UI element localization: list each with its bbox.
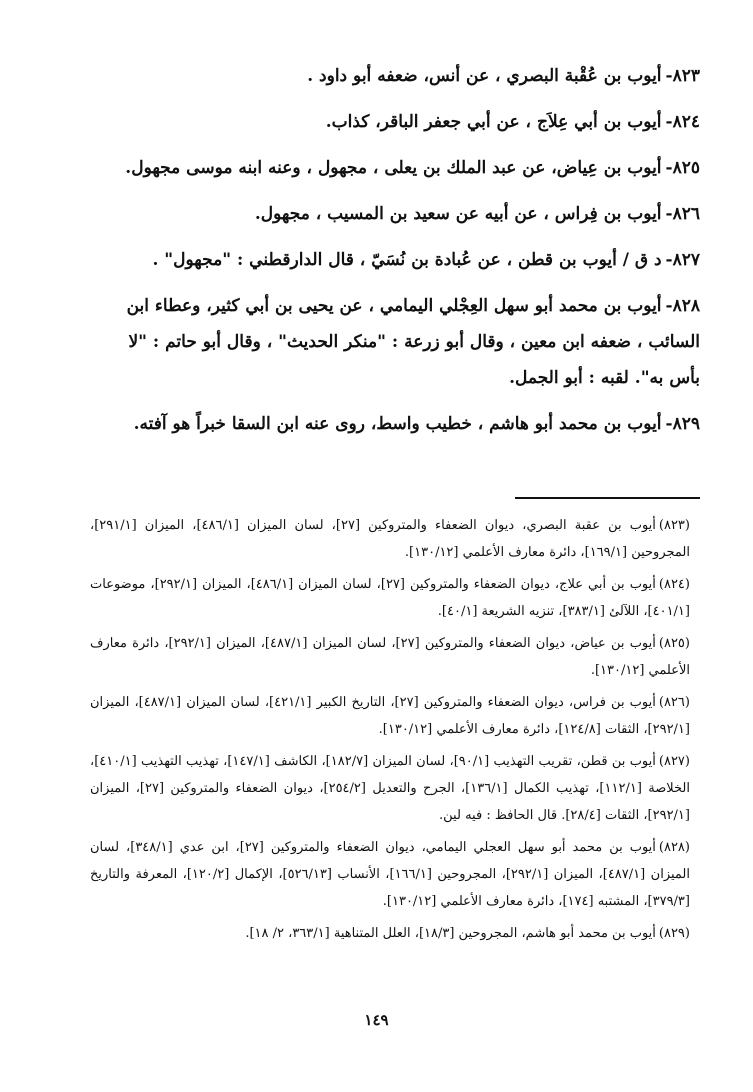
- footnote-text: أيوب بن عقبة البصري، ديوان الضعفاء والمتروكين [٢٧]، لسان الميزان [٤٨٦/١]، الميزان [٢٩١/١]، المجروحين [١٦٩/١]، دائرة معارف الأعلمي [١٣٠/١٢].: [90, 518, 690, 560]
- entry-827: [96, 242, 700, 278]
- footnote-text: أيوب بن محمد أبو سهل العجلي اليمامي، ديوان الضعفاء والمتروكين [٢٧]، ابن عدي [٣٤٨/١]، لسان الميزان [٤٨٧/١]، الميزان [٢٩٢/١]، المجروحين [١٦٦/١]، الأنساب [٥٢٦/١٣]، الإكمال [١٢٠/٢]، المعرفة والتاريخ [٣٧٩/٣]، المشتبه [١٧٤]، دائرة معارف الأعلمي [١٣٠/١٢].: [90, 840, 691, 909]
- footnote-829: [90, 920, 690, 947]
- footnote-text: أيوب بن محمد أبو هاشم، المجروحين [١٨/٣]، العلل المتناهية [٣٦٣/١، ٢/ ١٨].: [245, 926, 656, 941]
- entry-text: أيوب بن عِياض، عن عبد الملك بن يعلى ، مجهول ، وعنه ابنه موسى مجهول.: [125, 158, 662, 178]
- entry-828: [96, 288, 700, 396]
- entry-number: ٨٢٤-: [665, 112, 700, 132]
- entry-text: أيوب بن عُقْبة البصري ، عن أنس، ضعفه أبو داود .: [307, 66, 662, 86]
- footnote-number: (٨٢٣): [658, 518, 690, 533]
- entry-825: [96, 150, 700, 186]
- entry-number: ٨٢٩-: [665, 414, 700, 434]
- footnote-number: (٨٢٧): [658, 754, 690, 769]
- entry-number: ٨٢٥-: [665, 158, 700, 178]
- footnote-number: (٨٢٩): [658, 926, 690, 941]
- main-text: [96, 58, 700, 452]
- entry-829: [96, 406, 700, 442]
- footnote-825: [90, 630, 690, 684]
- entry-number: ٨٢٦-: [665, 204, 700, 224]
- footnote-number: (٨٢٥): [658, 636, 690, 651]
- footnote-number: (٨٢٨): [658, 840, 690, 855]
- entry-text: أيوب بن محمد أبو سهل العِجْلي اليمامي ، عن يحيى بن أبي كثير، وعطاء ابن السائب ، ضعفه ابن معين ، وقال أبو زرعة : "منكر الحديث" ، وقال أبو حاتم : "لا بأس به". لقبه : أبو الجمل.: [126, 296, 700, 388]
- entry-text: أيوب بن أبي عِلاَج ، عن أبي جعفر الباقر، كذاب.: [325, 112, 662, 132]
- footnote-828: [90, 834, 690, 915]
- footnote-text: أيوب بن عياض، ديوان الضعفاء والمتروكين [٢٧]، لسان الميزان [٤٨٧/١]، الميزان [٢٩٢/١]، دائرة معارف الأعلمي [١٣٠/١٢].: [90, 636, 690, 678]
- entry-number: ٨٢٣-: [665, 66, 700, 86]
- entry-number: ٨٢٨-: [665, 296, 700, 316]
- entry-823: [96, 58, 700, 94]
- entry-number: ٨٢٧-: [665, 250, 700, 270]
- footnote-text: أيوب بن أبي علاج، ديوان الضعفاء والمتروكين [٢٧]، لسان الميزان [٤٨٦/١]، الميزان [٢٩٢/١]، موضوعات [٤٠١/١]، اللآلئ [٣٨٣/١]، تنزيه الشريعة [٤٠/١].: [90, 577, 690, 619]
- footnote-text: أيوب بن قطن، تقريب التهذيب [٩٠/١]، لسان الميزان [١٨٢/٧]، الكاشف [١٤٧/١]، تهذيب التهذيب [٤١٠/١]، الخلاصة [١١٢/١]، تهذيب الكمال [١٣٦/١]، الجرح والتعديل [٢٥٤/٢]، ديوان الضعفاء والمتروكين [٢٧]، الميزان [٢٩٢/١]، الثقات [٢٨/٤]. قال الحافظ : فيه لين.: [90, 754, 690, 823]
- footnotes: [90, 512, 690, 952]
- footnote-number: (٨٢٦): [658, 695, 690, 710]
- footnote-826: [90, 689, 690, 743]
- footnote-823: [90, 512, 690, 566]
- entry-text: أيوب بن فِراس ، عن أبيه عن سعيد بن المسيب ، مجهول.: [254, 204, 662, 224]
- page-number: ١٤٩: [364, 1011, 389, 1029]
- footnote-827: [90, 748, 690, 829]
- footnote-number: (٨٢٤): [658, 577, 690, 592]
- entry-text: أيوب بن محمد أبو هاشم ، خطيب واسط، روى عنه ابن السقا خبراً هو آفته.: [133, 414, 662, 434]
- entry-text: د ق / أيوب بن قطن ، عن عُبادة بن نُسَيّ ، قال الدارقطني : "مجهول" .: [152, 250, 662, 270]
- footnote-separator: [515, 497, 700, 499]
- entry-824: [96, 104, 700, 140]
- entry-826: [96, 196, 700, 232]
- footnote-text: أيوب بن فراس، ديوان الضعفاء والمتروكين [٢٧]، التاريخ الكبير [٤٢١/١]، لسان الميزان [٤٨٧/١]، الميزان [٢٩٢/١]، الثقات [١٢٤/٨]، دائرة معارف الأعلمي [١٣٠/١٢].: [90, 695, 690, 737]
- footnote-824: [90, 571, 690, 625]
